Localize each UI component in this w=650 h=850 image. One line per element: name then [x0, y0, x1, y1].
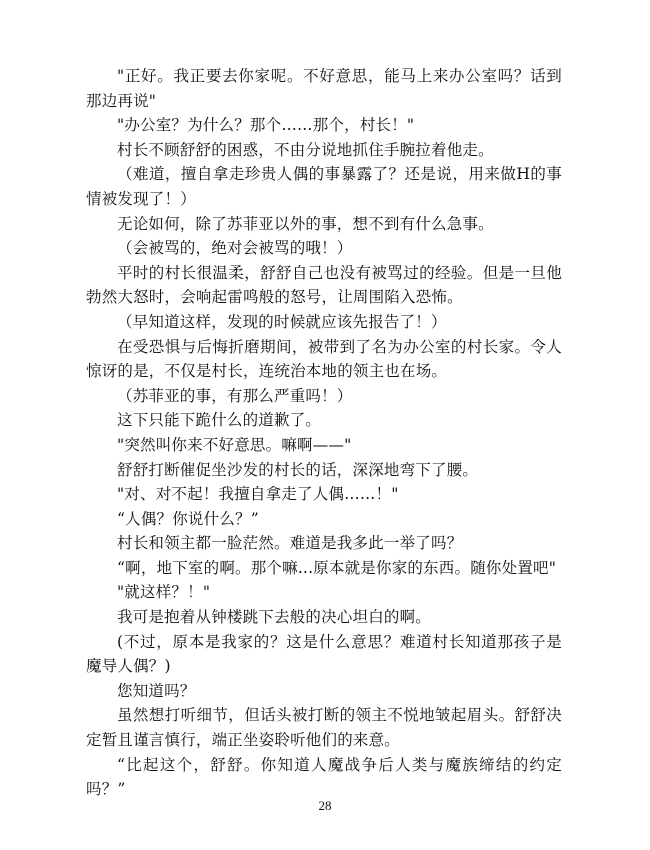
paragraph: （会被骂的，绝对会被骂的哦！） — [117, 239, 353, 258]
paragraph: 村长不顾舒舒的困惑，不由分说地抓住手腕拉着他走。 — [117, 140, 494, 159]
paragraph: 我可是抱着从钟楼跳下去般的决心坦白的啊。 — [117, 608, 432, 627]
paragraph: （难道，擅自拿走珍贵人偶的事暴露了？还是说，用来做H的事情被发现了！） — [86, 165, 562, 208]
body-text — [86, 64, 562, 802]
paragraph: “啊，地下室的啊。那个嘛...原本就是你家的东西。随你处置吧" — [117, 558, 557, 577]
paragraph: 舒舒打断催促坐沙发的村长的话，深深地弯下了腰。 — [117, 460, 479, 479]
paragraph: "对、对不起！我擅自拿走了人偶……！" — [117, 485, 399, 504]
paragraph: 平时的村长很温柔，舒舒自己也没有被骂过的经验。但是一旦他勃然大怒时，会响起雷鸣般的怒号，让周围陷入恐怖。 — [86, 263, 562, 307]
paragraph: (不过，原本是我家的？这是什么意思？难道村长知道那孩子是魔导人偶？) — [86, 632, 562, 676]
paragraph: "突然叫你来不好意思。嘛啊——" — [117, 435, 352, 454]
paragraph: "正好。我正要去你家呢。不好意思，能马上来办公室吗？话到那边再说" — [86, 67, 562, 110]
paragraph: 您知道吗？ — [117, 681, 196, 700]
paragraph: 村长和领主都一脸茫然。难道是我多此一举了吗？ — [117, 534, 463, 553]
paragraph: 虽然想打听细节，但话头被打断的领主不悦地皱起眉头。舒舒决定暂且谨言慎行，端正坐姿聆听他们的来意。 — [86, 706, 562, 750]
paragraph: "就这样？！" — [117, 583, 211, 602]
paragraph: “比起这个，舒舒。你知道人魔战争后人类与魔族缔结的约定吗？” — [86, 755, 562, 799]
page-number: 28 — [318, 798, 332, 813]
paragraph: “人偶？你说什么？” — [117, 509, 259, 528]
paragraph: 在受恐惧与后悔折磨期间，被带到了名为办公室的村长家。令人惊讶的是，不仅是村长，连统治本地的领主也在场。 — [86, 337, 562, 381]
paragraph: （苏菲亚的事，有那么严重吗！） — [117, 386, 353, 405]
paragraph: （早知道这样，发现的时候就应该先报告了！） — [117, 312, 447, 331]
paragraph: 无论如何，除了苏菲亚以外的事，想不到有什么急事。 — [117, 214, 494, 233]
paragraph: "办公室？为什么？那个……那个，村长！" — [117, 116, 415, 135]
paragraph: 这下只能下跪什么的道歉了。 — [117, 411, 322, 430]
